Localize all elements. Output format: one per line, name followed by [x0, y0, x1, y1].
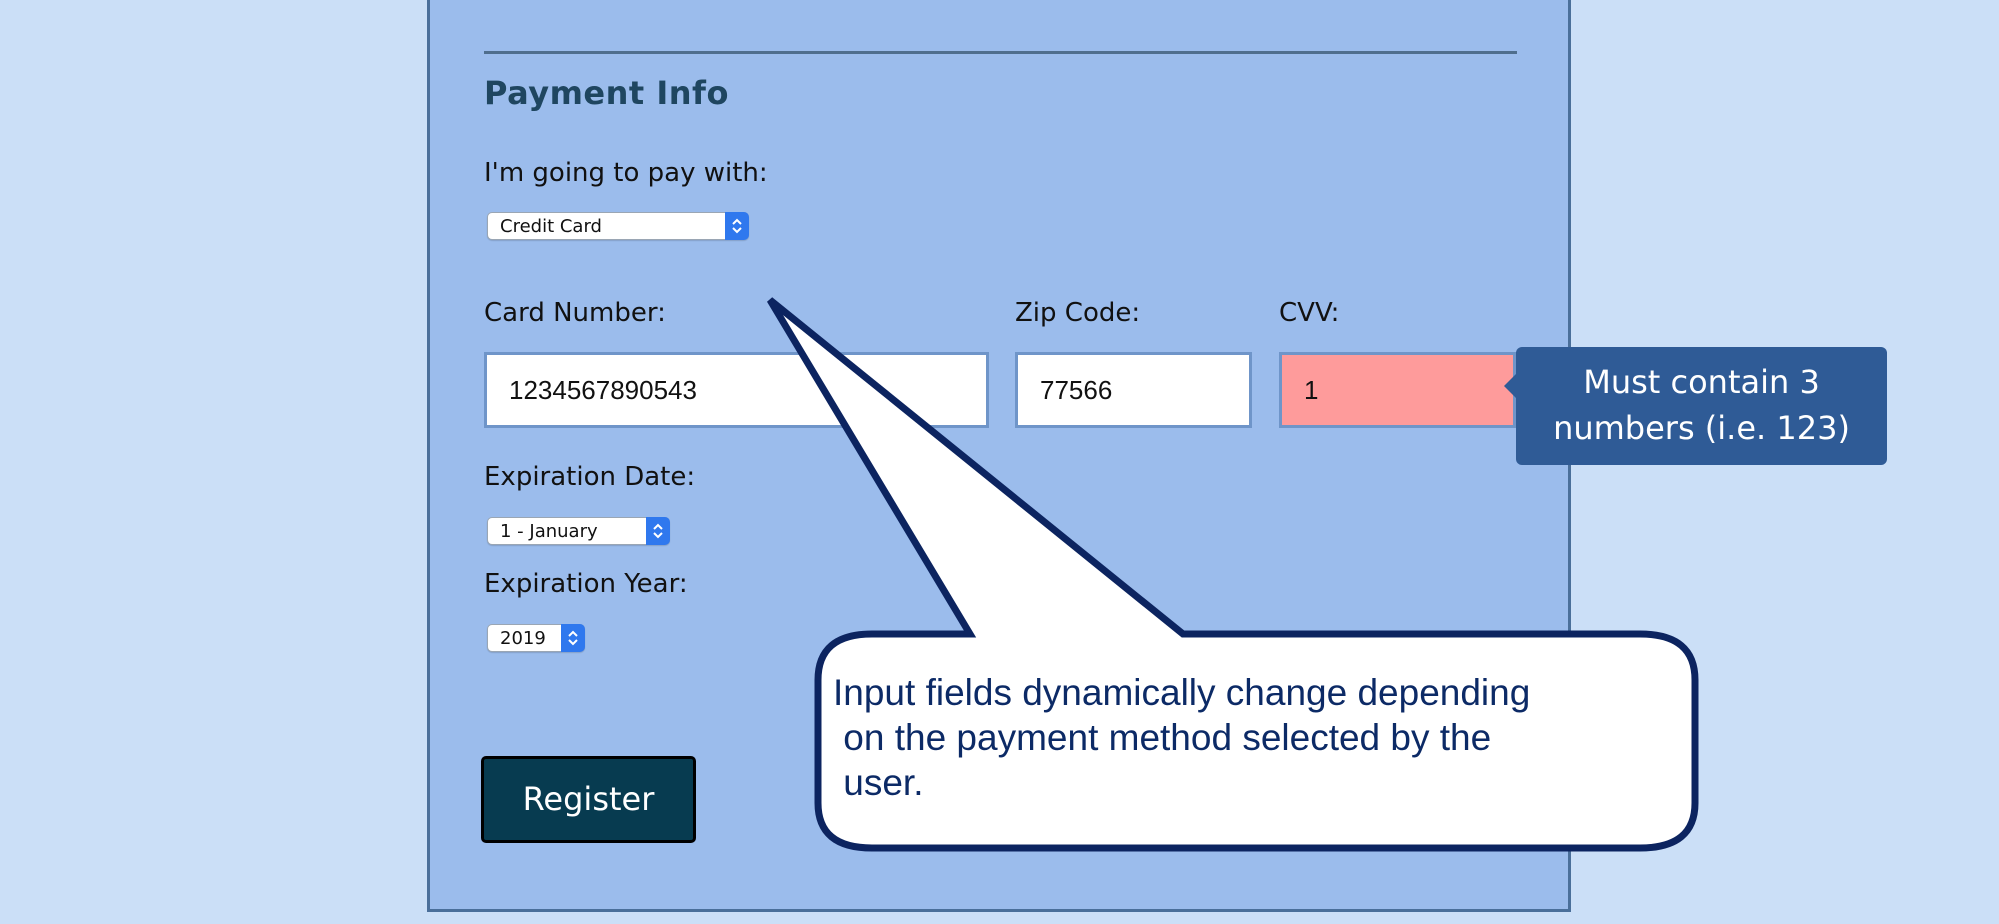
section-title: Payment Info — [484, 74, 729, 112]
card-number-label: Card Number: — [484, 298, 666, 328]
expiration-month-value: 1 - January — [500, 521, 598, 542]
card-number-input[interactable]: 1234567890543 — [484, 352, 989, 428]
register-button[interactable]: Register — [481, 756, 696, 843]
expiration-year-value: 2019 — [500, 628, 546, 649]
expiration-date-label: Expiration Date: — [484, 462, 696, 492]
pay-with-label: I'm going to pay with: — [484, 158, 768, 188]
cvv-error-text: Must contain 3 numbers (i.e. 123) — [1553, 363, 1850, 447]
payment-method-value: Credit Card — [500, 216, 602, 237]
cvv-label: CVV: — [1279, 298, 1340, 328]
expiration-year-label: Expiration Year: — [484, 569, 688, 599]
callout-text: Input fields dynamically change depending on the payment method selected by the user. — [833, 672, 1531, 803]
zip-code-input[interactable]: 77566 — [1015, 352, 1252, 428]
zip-code-label: Zip Code: — [1015, 298, 1141, 328]
cvv-input[interactable]: 1 — [1279, 352, 1516, 428]
